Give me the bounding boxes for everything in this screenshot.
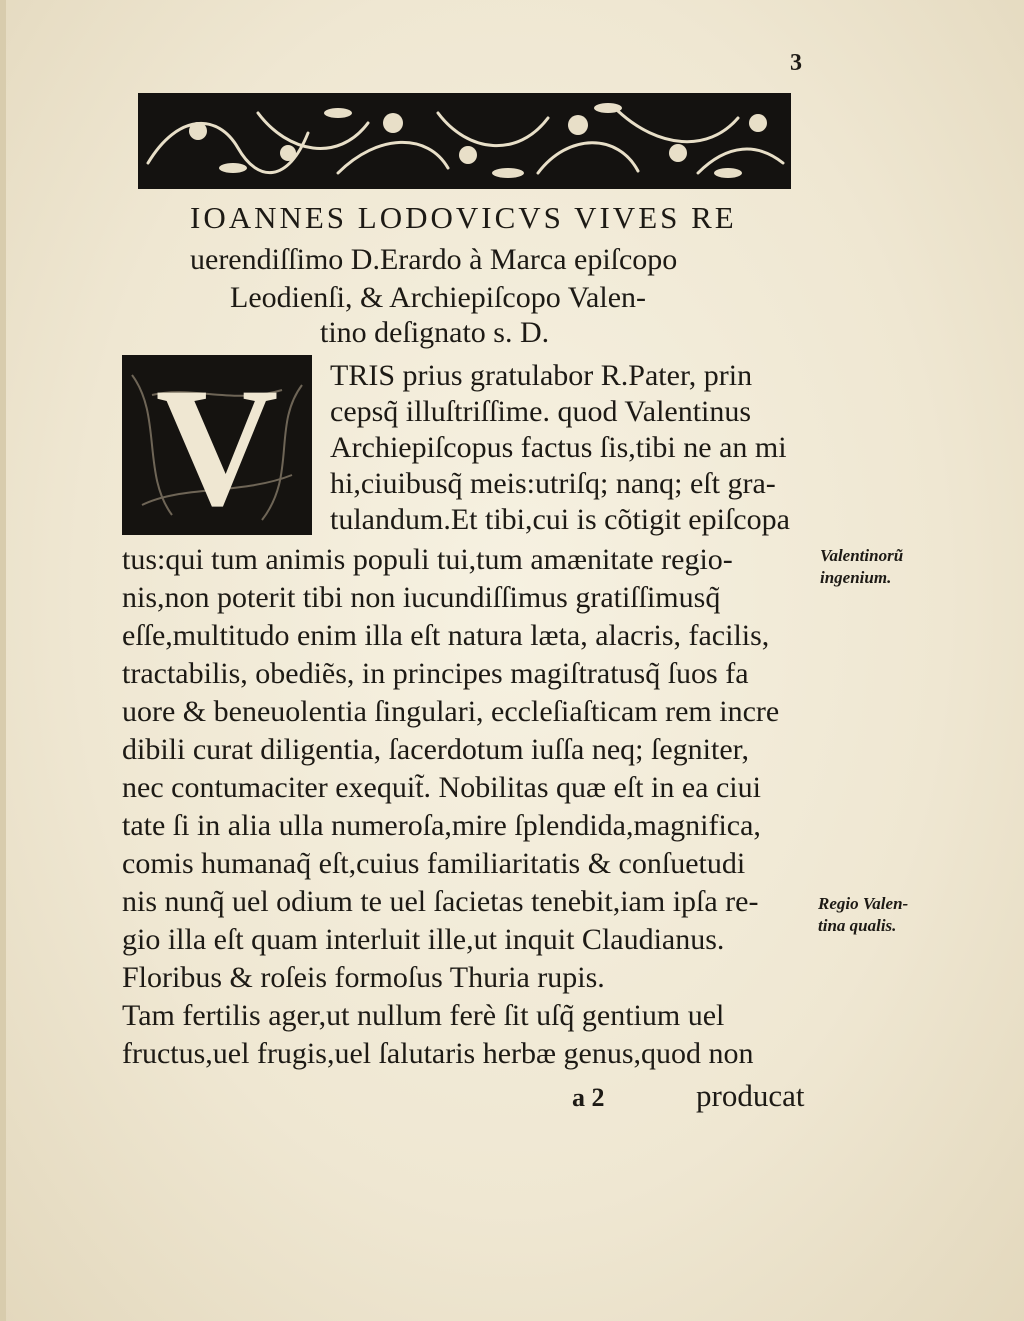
body-line: gio illa eſt quam interluit ille,ut inquit Claudianus. — [122, 923, 725, 956]
body-line: Floribus & roſeis formoſus Thuria rupis. — [122, 961, 605, 994]
dedication-line: Leodienſi, & Archiepiſcopo Valen- — [230, 281, 647, 314]
body-line: tulandum.Et tibi,cui is cõtigit epiſcopa — [330, 503, 790, 536]
ornamental-headpiece — [138, 93, 791, 189]
heading: IOANNES LODOVICVS VIVES RE — [190, 200, 737, 235]
initial-letter: V — [155, 355, 279, 535]
signature-mark: a 2 — [572, 1083, 605, 1112]
margin-note-line: Regio Valen- — [818, 894, 909, 913]
body-line: eſſe,multitudo enim illa eſt natura læta, alacris, facilis, — [122, 619, 770, 652]
body-line: Archiepiſcopus factus ſis,tibi ne an mi — [330, 431, 787, 464]
body-line: fructus,uel frugis,uel ſalutaris herbæ genus,quod non — [122, 1037, 754, 1070]
body-line: nis nunq̃ uel odium te uel ſacietas tenebit,iam ipſa re- — [122, 885, 759, 918]
body-line: cepsq̃ illuſtriſſime. quod Valentinus — [330, 395, 752, 428]
body-line: nec contumaciter exequit̃. Nobilitas quæ eſt in ea ciui — [122, 771, 761, 804]
dedication-line: tino deſignato s. D. — [320, 316, 550, 349]
body-line: tus:qui tum animis populi tui,tum amænitate regio- — [122, 543, 733, 576]
margin-note — [820, 545, 903, 589]
catchword: producat — [696, 1078, 805, 1113]
page-number: 3 — [790, 50, 802, 76]
body-line: tractabilis, obediẽs, in principes magiſtratusq̃ ſuos fa — [122, 657, 749, 690]
dedication-line: uerendiſſimo D.Erardo à Marca epiſcopo — [190, 243, 678, 276]
page-edge — [0, 0, 6, 1321]
body-line: hi,ciuibusq̃ meis:utriſq; nanq; eſt gra- — [330, 467, 776, 500]
margin-note-line: Valentinorũ — [820, 546, 904, 565]
body-line: tate ſi in alia ulla numeroſa,mire ſplendida,magnifica, — [122, 809, 761, 842]
body-line: uore & beneuolentia ſingulari, eccleſiaſticam rem incre — [122, 695, 780, 728]
body-line: Tam fertilis ager,ut nullum ferè ſit uſq̃ gentium uel — [122, 999, 725, 1032]
margin-note-line: ingenium. — [820, 568, 892, 587]
body-line: dibili curat diligentia, ſacerdotum iuſſa neq; ſegniter, — [122, 733, 749, 766]
body-line: comis humanaq̃ eſt,cuius familiaritatis & conſuetudi — [122, 847, 746, 880]
margin-note-line: tina qualis. — [818, 916, 897, 935]
body-line: TRIS prius gratulabor R.Pater, prin — [330, 359, 753, 392]
margin-note — [818, 893, 908, 937]
decorated-initial — [122, 355, 312, 535]
body-line: nis,non poterit tibi non iucundiſſimus gratiſſimusq̃ — [122, 581, 721, 614]
